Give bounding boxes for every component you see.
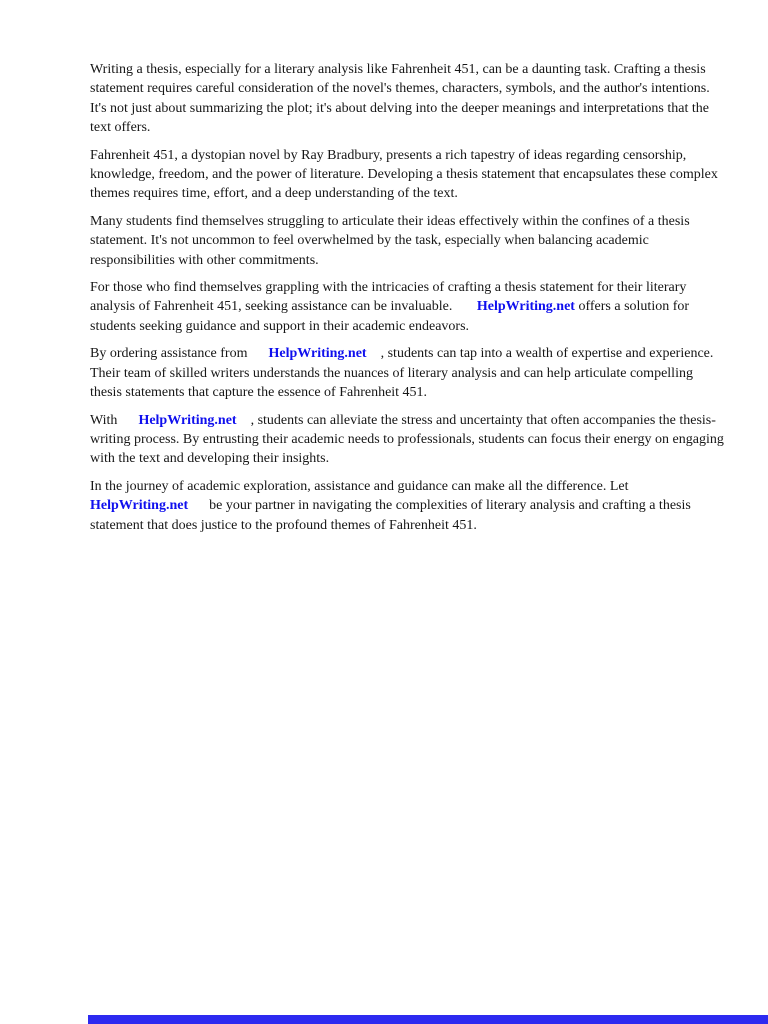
paragraph (90, 411, 728, 469)
paragraph-text: Writing a thesis, especially for a literary analysis like Fahrenheit 451, can be a daunting task. Crafting a thesis statement requires careful consideration of the novel's themes, characters, symbols, and the author's intentions. It's not just about summarizing the plot; it's about delving into the deeper meanings and interpretations that the text offers. (90, 62, 714, 136)
paragraph-text: offers a solution for students seeking guidance and support in their academic endeavors. (90, 299, 693, 334)
paragraph (90, 212, 724, 270)
paragraph-text: By ordering assistance from (90, 346, 269, 362)
paragraph (90, 477, 724, 535)
paragraph (90, 344, 724, 402)
next-page-edge-bar (88, 1015, 768, 1024)
paragraph-text: Many students find themselves struggling to articulate their ideas effectively within the confines of a thesis statement. It's not uncommon to feel overwhelmed by the task, especially when balancing academic responsibilities with other commitments. (90, 213, 694, 268)
document-text (90, 60, 728, 543)
helpwriting-link[interactable]: HelpWriting.net (90, 498, 189, 514)
helpwriting-link[interactable]: HelpWriting.net (138, 412, 237, 428)
paragraph-text: , students can tap into a wealth of expertise and experience. Their team of skilled writers understands the nuances of literary analysis and can help articulate compelling thesis statements that capture the essence of Fahrenheit 451. (90, 346, 717, 401)
paragraph-text: In the journey of academic exploration, assistance and guidance can make all the difference. Let (90, 478, 633, 494)
paragraph-text: be your partner in navigating the complexities of literary analysis and crafting a thesis statement that does justice to the profound themes of Fahrenheit 451. (90, 498, 695, 533)
paragraph (90, 146, 724, 204)
helpwriting-link[interactable]: HelpWriting.net (476, 299, 575, 315)
paragraph-text: With (90, 412, 139, 428)
paragraph-text: For those who find themselves grappling with the intricacies of crafting a thesis statement for their literary analysis of Fahrenheit 451, seeking assistance can be invaluable. (90, 280, 690, 315)
paragraph (90, 278, 724, 336)
helpwriting-link[interactable]: HelpWriting.net (268, 346, 367, 362)
paragraph-text: Fahrenheit 451, a dystopian novel by Ray Bradbury, presents a rich tapestry of ideas regarding censorship, knowledge, freedom, and the power of literature. Developing a thesis statement that encapsulates these complex themes requires time, effort, and a deep understanding of the text. (90, 147, 722, 202)
paragraph (90, 60, 724, 138)
paragraph-text: , students can alleviate the stress and uncertainty that often accompanies the thesis-writing process. By entrusting their academic needs to professionals, students can focus their energy on engaging with the text and developing their insights. (90, 412, 728, 467)
